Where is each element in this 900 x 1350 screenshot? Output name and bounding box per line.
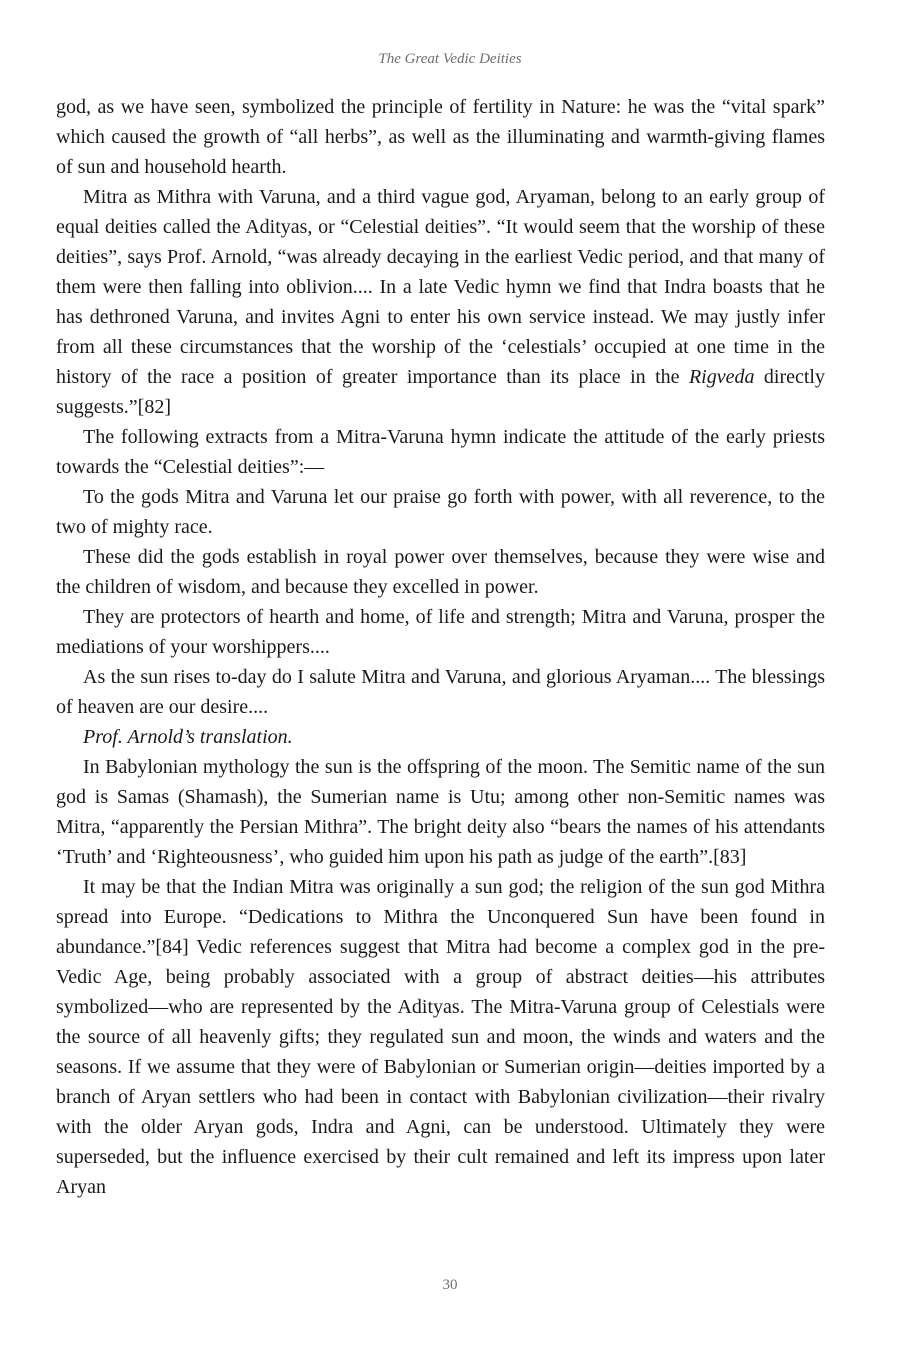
running-head-title: The Great Vedic Deities: [378, 51, 522, 67]
hymn-verse: These did the gods establish in royal power over themselves, because they were wise and the children of wisdom, and because they excelled in power.: [56, 546, 825, 598]
italic-title-rigveda: Rigveda: [688, 366, 755, 388]
hymn-verse: To the gods Mitra and Varuna let our praise go forth with power, with all reverence, to the two of mighty race.: [56, 486, 825, 538]
hymn-verse: They are protectors of hearth and home, of life and strength; Mitra and Varuna, prosper the mediations of your worshippers....: [56, 606, 825, 658]
paragraph: god, as we have seen, symbolized the principle of fertility in Nature: he was the “vital spark” which caused the growth of “all herbs”, as well as the illuminating and warmth-giving flames of sun and household hearth.: [56, 96, 825, 178]
page-body: [56, 92, 825, 1202]
paragraph: In Babylonian mythology the sun is the offspring of the moon. The Semitic name of the sun god is Samas (Shamash), the Sumerian name is Utu; among other non-Semitic names was Mitra, “apparently the Persian Mithra”. The bright deity also “bears the names of his attendants ‘Truth’ and ‘Righteousness’, who guided him upon his path as judge of the earth”.[83]: [56, 756, 825, 868]
page-number: 30: [442, 1277, 458, 1293]
paragraph-text: Mitra as Mithra with Varuna, and a third vague god, Aryaman, belong to an early group of equal deities called the Adityas, or “Celestial deities”. “It would seem that the worship of these deities”, says Prof. Arnold, “was already decaying in the earliest Vedic period, and that many of them were then falling into oblivion.... In a late Vedic hymn we find that Indra boasts that he has dethroned Varuna, and invites Agni to enter his own service instead. We may justly infer from all these circumstances that the worship of the ‘celestials’ occupied at one time in the history of the race a position of greater importance than its place in the: [56, 186, 825, 388]
translation-attribution: Prof. Arnold’s translation.: [83, 726, 293, 748]
hymn-verse: As the sun rises to-day do I salute Mitra and Varuna, and glorious Aryaman.... The blessings of heaven are our desire....: [56, 666, 825, 718]
paragraph: The following extracts from a Mitra-Varuna hymn indicate the attitude of the early priests towards the “Celestial deities”:—: [56, 426, 825, 478]
paragraph: It may be that the Indian Mitra was originally a sun god; the religion of the sun god Mithra spread into Europe. “Dedications to Mithra the Unconquered Sun have been found in abundance.”[84] Vedic references suggest that Mitra had become a complex god in the pre-Vedic Age, being probably associated with a group of abstract deities—his attributes symbolized—who are represented by the Adityas. The Mitra-Varuna group of Celestials were the source of all heavenly gifts; they regulated sun and moon, the winds and waters and the seasons. If we assume that they were of Babylonian or Sumerian origin—deities imported by a branch of Aryan settlers who had been in contact with Babylonian civilization—their rivalry with the older Aryan gods, Indra and Agni, can be understood. Ultimately they were superseded, but the influence exercised by their cult remained and left its impress upon later Aryan: [56, 876, 825, 1198]
paragraph: [56, 182, 825, 422]
paragraph-text: directly suggests.”[82]: [56, 366, 825, 418]
